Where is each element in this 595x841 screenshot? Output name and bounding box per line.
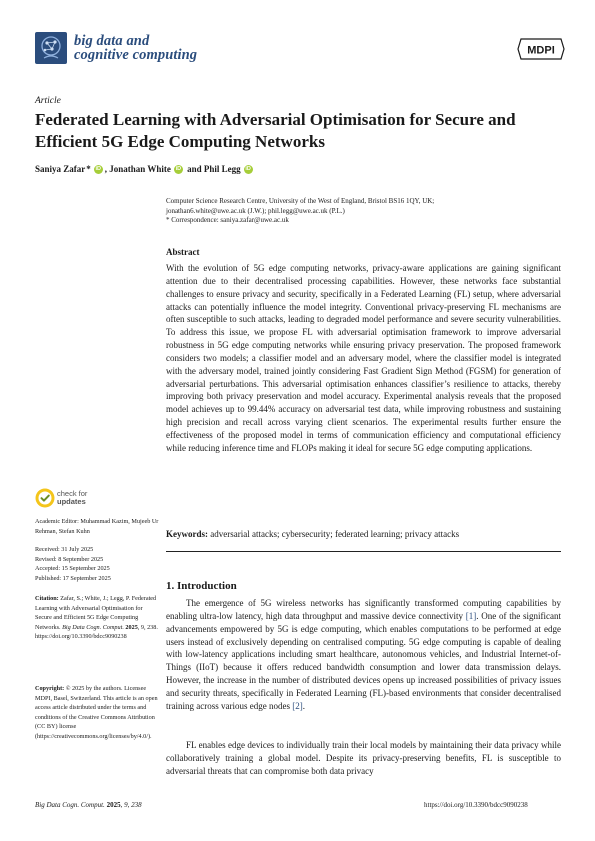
footer-year: 2025 bbox=[104, 801, 121, 809]
copyright-text: © 2025 by the authors. Licensee MDPI, Basel, Switzerland. This article is an open access article distributed under the terms and conditions of the Creative Commons Attribution (CC BY) license (https://creativecommons.org/licenses/by/4.0/). bbox=[35, 685, 158, 740]
keywords bbox=[166, 528, 561, 540]
date-received: Received: 31 July 2025 bbox=[35, 546, 94, 553]
publisher-name: MDPI bbox=[527, 44, 555, 57]
abstract-heading: Abstract bbox=[166, 247, 200, 257]
orcid-icon[interactable]: iD bbox=[95, 165, 102, 172]
copyright-label: Copyright: bbox=[35, 685, 65, 692]
citation-block bbox=[35, 594, 160, 642]
affiliation-line: jonathan6.white@uwe.ac.uk (J.W.); phil.legg@uwe.ac.uk (P.L.) bbox=[166, 206, 345, 215]
journal-logo bbox=[35, 32, 67, 64]
journal-name-line1: big data and bbox=[74, 33, 150, 49]
affiliation bbox=[166, 197, 546, 226]
citation-year: 2025 bbox=[123, 623, 138, 631]
affiliation-line: Computer Science Research Centre, University of the West of England, Bristol BS16 1QY, UK; bbox=[166, 197, 435, 205]
footer-volume: , 9, 238 bbox=[120, 801, 142, 809]
check-line2: updates bbox=[57, 497, 86, 506]
dates bbox=[35, 545, 160, 583]
check-line1: check for bbox=[57, 489, 88, 498]
footer-citation bbox=[35, 801, 142, 809]
citation-link[interactable]: [1] bbox=[465, 610, 477, 621]
keywords-list: adversarial attacks; cybersecurity; federated learning; privacy attacks bbox=[208, 529, 460, 539]
section-heading: 1. Introduction bbox=[166, 580, 237, 592]
citation-link[interactable]: [2] bbox=[292, 700, 303, 711]
check-for-updates-label[interactable] bbox=[57, 490, 87, 506]
correspondence-line: * Correspondence: saniya.zafar@uwe.ac.uk bbox=[166, 216, 289, 224]
copyright-block bbox=[35, 684, 160, 741]
citation-doi[interactable]: , 9, 238. https://doi.org/10.3390/bdcc9090238 bbox=[35, 623, 158, 640]
paragraph: FL enables edge devices to individually train their local models by maintaining their data privacy while collaboratively training a global model. Despite its privacy-preserving benefits, FL is susceptible to adversarial threats that can compromise both data privacy bbox=[166, 740, 561, 776]
paragraph bbox=[166, 597, 561, 713]
corresponding-mark: * bbox=[86, 164, 91, 174]
orcid-icon[interactable]: iD bbox=[175, 165, 182, 172]
author-name[interactable]: Phil Legg bbox=[203, 164, 241, 174]
section-divider bbox=[166, 551, 561, 552]
date-revised: Revised: 8 September 2025 bbox=[35, 555, 104, 563]
citation-label: Citation: bbox=[35, 595, 59, 602]
date-accepted: Accepted: 15 September 2025 bbox=[35, 565, 110, 572]
author-separator: , bbox=[104, 164, 110, 174]
date-published: Published: 17 September 2025 bbox=[35, 574, 111, 582]
publisher-logo bbox=[517, 38, 565, 60]
paragraph-text: . bbox=[302, 700, 305, 711]
footer-journal: Big Data Cogn. Comput. bbox=[35, 801, 105, 809]
author-name[interactable]: Jonathan White bbox=[109, 164, 171, 174]
paragraph-text: The emergence of 5G wireless networks has significantly transformed computing capabilities by enabling ultra-low latency, high data throughput and massive device connectivity bbox=[166, 598, 561, 621]
author-list bbox=[35, 164, 575, 174]
article-type: Article bbox=[35, 96, 61, 106]
journal-name bbox=[74, 34, 294, 62]
citation-journal: Big Data Cogn. Comput. bbox=[62, 623, 124, 631]
journal-name-line2: cognitive computing bbox=[74, 47, 198, 63]
orcid-icon[interactable]: iD bbox=[245, 165, 251, 172]
author-separator: and bbox=[184, 164, 204, 174]
academic-editor: Academic Editor: Muhammad Kazim, Mujeeb Ur Rehman, Stefan Kuhn bbox=[35, 518, 159, 535]
keywords-label: Keywords: bbox=[166, 529, 208, 539]
footer-doi[interactable]: https://doi.org/10.3390/bdcc9090238 bbox=[424, 801, 528, 809]
author-name[interactable]: Saniya Zafar bbox=[35, 164, 86, 174]
article-title: Federated Learning with Adversarial Optimisation for Secure and Efficient 5G Edge Computing Networks bbox=[35, 110, 516, 151]
check-for-updates-icon[interactable] bbox=[35, 488, 55, 508]
abstract-text: With the evolution of 5G edge computing networks, privacy-aware applications are gaining significant attention due to their decentralised processing capabilities. However, these networks face substantial challenges to ensure privacy and security, specifically in a Federated Learning (FL) setup, where adversarial attacks can potentially influence the model integrity. Conventional privacy-preserving FL mechanisms are often susceptible to such attacks, leading to degraded model performance and severe security vulnerabilities. To address this issue, we propose FL with adversarial optimisation framework to improve adversarial robustness in 5G edge computing networks while ensuring privacy preservation. The proposed framework considers two models; a classifier model and an adversary model, where the classifier model is integrated with the adversary model, trained jointly considering Fast Gradient Sign Method (FGSM) for generation of adversarial perturbations. This adversarial optimisation enhances classifier’s resilience to attacks, thereby improving both privacy preservation and model accuracy. Experimental analysis reveals that the proposed model achieves up to 99.44% accuracy on adversarial test data, while improving robustness and sustaining high precision and recall across varying client scenarios. The experimental results further ensure the effectiveness of the proposed model in terms of communication efficiency and computational efficiency while reducing inference time and FLOPs making it ideal for secure 5G edge computing applications. bbox=[166, 263, 561, 453]
paragraph-text: . One of the significant advancements empowered by 5G is edge computing, which enables computations to be performed at edge users instead of exclusively depending on centralised computing. 5G edge computing is capable of dealing with low-latency applications including smart healthcare, autonomous vehicles, and Industrial Internet-of-Things (IIoT) because it offers reduced bandwidth consumption and lower data transmission delays. However, the increase in the number of distributed devices opens up increased possibilities of privacy issues and security threats, specifically in Federated Learning (FL)-based environments that consider decentralised training across various edge nodes bbox=[166, 610, 561, 711]
citation-text: Zafar, S.; White, J.; Legg, P. Federated Learning with Adversarial Optimisation for Secure and Efficient 5G Edge Computing Networks. bbox=[35, 595, 157, 631]
